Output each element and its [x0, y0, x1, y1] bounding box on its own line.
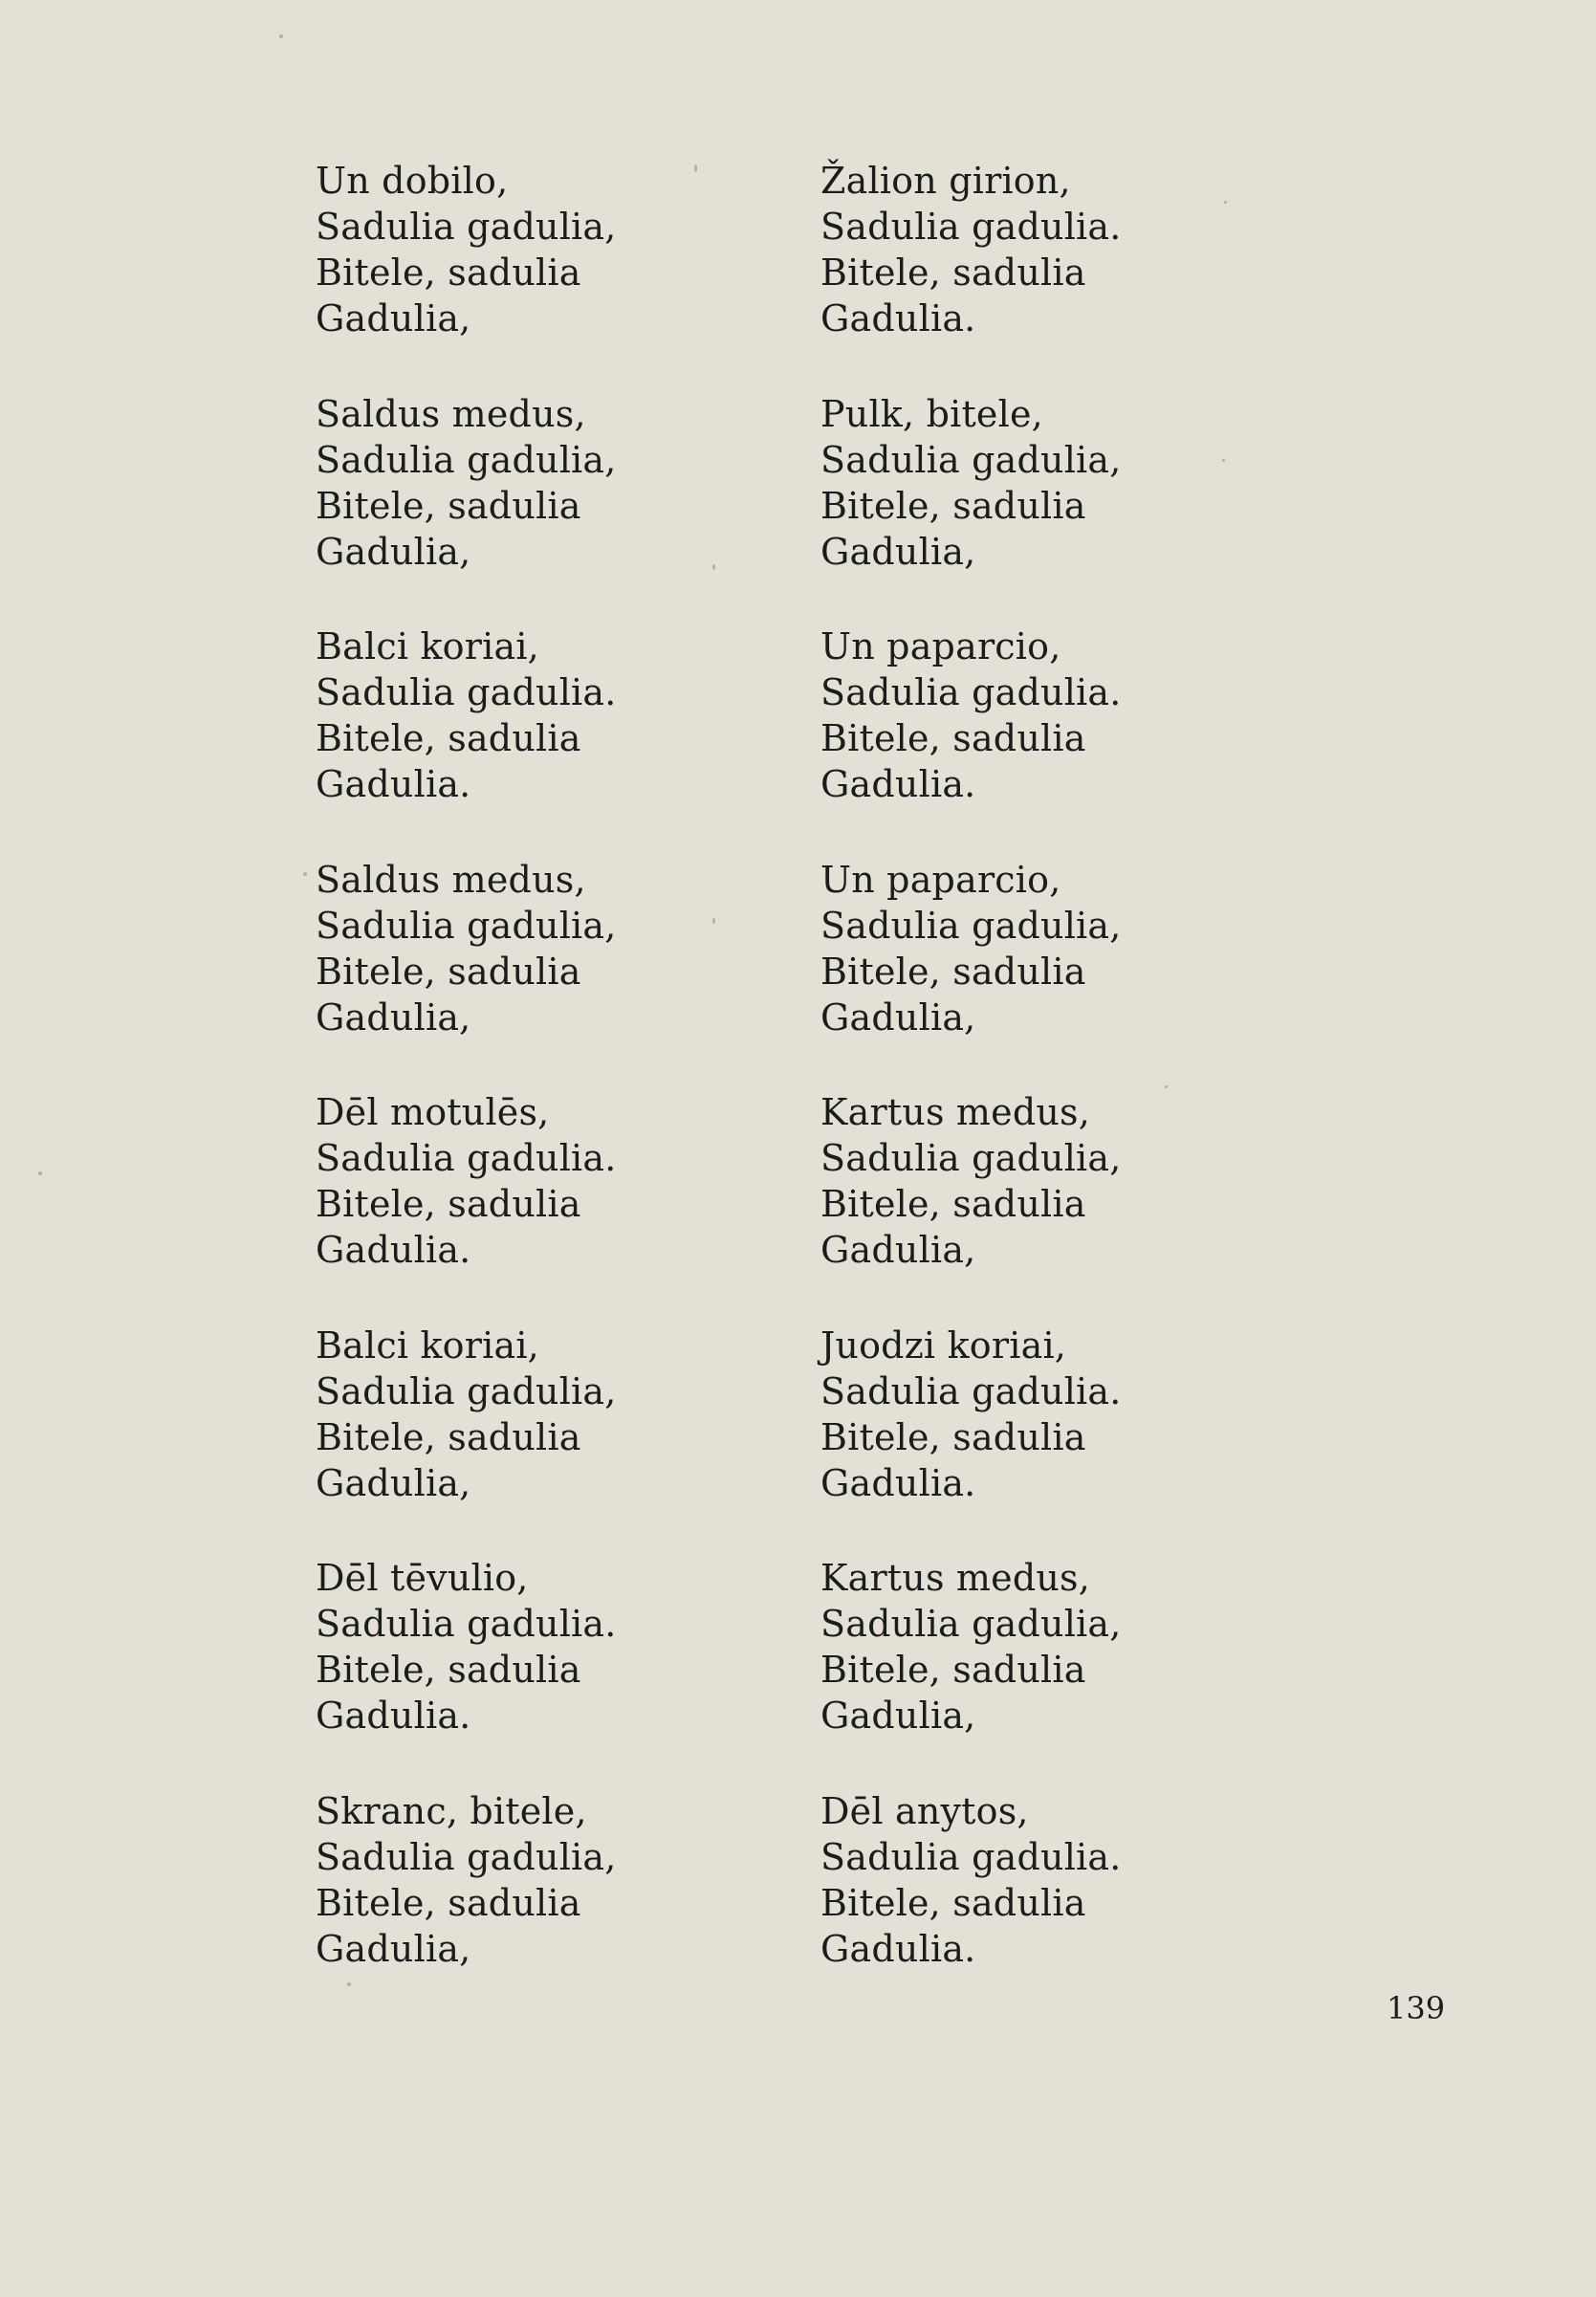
page-number: 139	[1387, 1990, 1446, 2026]
verse-line: Gadulia,	[820, 1695, 976, 1737]
verse-line: Kartus medus,	[820, 1557, 1091, 1599]
verse-line: Sadulia gadulia,	[316, 206, 617, 248]
verse-line: Un dobilo,	[316, 160, 509, 202]
verse-line: Un paparcio,	[820, 625, 1061, 667]
verse-line: Sadulia gadulia,	[316, 1369, 617, 1412]
verse-line: Gadulia,	[316, 1927, 471, 1970]
stanza	[820, 857, 1356, 1090]
verse-line: Sadulia gadulia.	[820, 206, 1122, 248]
verse-line: Sadulia gadulia.	[316, 671, 617, 713]
verse-line: Balci koriai,	[316, 625, 539, 667]
stanza	[316, 391, 851, 624]
paper-speck	[303, 872, 307, 876]
verse-line: Sadulia gadulia,	[820, 438, 1122, 481]
verse-line: Sadulia gadulia,	[820, 1603, 1122, 1645]
verse-line: Dēl anytos,	[820, 1789, 1029, 1832]
verse-line: Bitele, sadulia	[316, 1183, 581, 1225]
verse-line: Sadulia gadulia.	[820, 671, 1122, 713]
verse-line: Bitele, sadulia	[820, 1415, 1086, 1458]
paper-speck	[38, 1171, 42, 1175]
verse-line: Sadulia gadulia.	[316, 1603, 617, 1645]
verse-line: Bitele, sadulia	[316, 484, 581, 527]
verse-line: Un paparcio,	[820, 858, 1061, 901]
stanza	[820, 623, 1356, 857]
verse-line: Bitele, sadulia	[820, 1881, 1086, 1924]
verse-line: Bitele, sadulia	[316, 717, 581, 759]
verse-line: Gadulia.	[820, 297, 976, 339]
verse-line: Bitele, sadulia	[316, 1415, 581, 1458]
verse-line: Dēl tēvulio,	[316, 1557, 529, 1599]
verse-line: Gadulia.	[316, 1229, 471, 1271]
verse-line: Gadulia,	[316, 530, 471, 573]
paper-speck	[347, 1982, 351, 1986]
verse-line: Bitele, sadulia	[316, 252, 581, 294]
paper-speck	[1222, 459, 1225, 462]
left-column	[316, 158, 851, 2021]
stanza	[316, 1788, 851, 2022]
verse-line: Sadulia gadulia,	[316, 1835, 617, 1878]
stanza	[316, 1555, 851, 1788]
verse-line: Sadulia gadulia,	[316, 438, 617, 481]
verse-line: Sadulia gadulia,	[820, 904, 1122, 947]
verse-line: Skranc, bitele,	[316, 1789, 587, 1832]
verse-line: Dēl motulēs,	[316, 1091, 550, 1133]
right-column	[820, 158, 1356, 2021]
verse-line: Sadulia gadulia.	[316, 1137, 617, 1179]
verse-line: Gadulia.	[820, 1461, 976, 1504]
verse-line: Sadulia gadulia.	[820, 1369, 1122, 1412]
verse-line: Bitele, sadulia	[820, 950, 1086, 993]
stanza	[316, 623, 851, 857]
verse-line: Gadulia,	[820, 995, 976, 1039]
verse-line: Žalion girion,	[820, 160, 1071, 202]
verse-line: Bitele, sadulia	[820, 1183, 1086, 1225]
verse-line: Bitele, sadulia	[820, 252, 1086, 294]
verse-line: Balci koriai,	[316, 1324, 539, 1367]
paper-speck	[694, 164, 697, 172]
verse-line: Gadulia,	[820, 1229, 976, 1271]
paper-speck	[712, 564, 715, 570]
stanza	[820, 158, 1356, 391]
paper-speck	[1165, 1085, 1168, 1088]
verse-line: Gadulia,	[316, 995, 471, 1039]
stanza	[820, 1788, 1356, 2022]
verse-line: Bitele, sadulia	[316, 950, 581, 993]
stanza	[820, 391, 1356, 624]
verse-line: Saldus medus,	[316, 392, 586, 435]
verse-line: Bitele, sadulia	[316, 1881, 581, 1924]
verse-line: Sadulia gadulia,	[316, 904, 617, 947]
stanza	[820, 1555, 1356, 1788]
verse-line: Gadulia.	[316, 1695, 471, 1737]
verse-line: Saldus medus,	[316, 858, 586, 901]
verse-line: Bitele, sadulia	[820, 1649, 1086, 1691]
verse-line: Gadulia,	[820, 530, 976, 573]
verse-line: Bitele, sadulia	[820, 484, 1086, 527]
verse-line: Sadulia gadulia,	[820, 1137, 1122, 1179]
verse-line: Gadulia.	[316, 763, 471, 805]
verse-line: Kartus medus,	[820, 1091, 1091, 1133]
verse-line: Gadulia.	[820, 1927, 976, 1970]
verse-line: Pulk, bitele,	[820, 392, 1043, 435]
paper-speck	[1224, 201, 1227, 204]
verse-line: Gadulia,	[316, 297, 471, 339]
stanza	[316, 1323, 851, 1556]
verse-line: Gadulia.	[820, 763, 976, 805]
stanza	[316, 1089, 851, 1323]
verse-line: Gadulia,	[316, 1461, 471, 1504]
stanza	[820, 1089, 1356, 1323]
stanza	[316, 857, 851, 1090]
verse-line: Bitele, sadulia	[316, 1649, 581, 1691]
stanza	[820, 1323, 1356, 1556]
verse-line: Sadulia gadulia.	[820, 1835, 1122, 1878]
paper-speck	[279, 34, 283, 38]
stanza	[316, 158, 851, 391]
paper-speck	[712, 918, 715, 924]
verse-line: Juodzi koriai,	[820, 1324, 1067, 1367]
verse-line: Bitele, sadulia	[820, 717, 1086, 759]
